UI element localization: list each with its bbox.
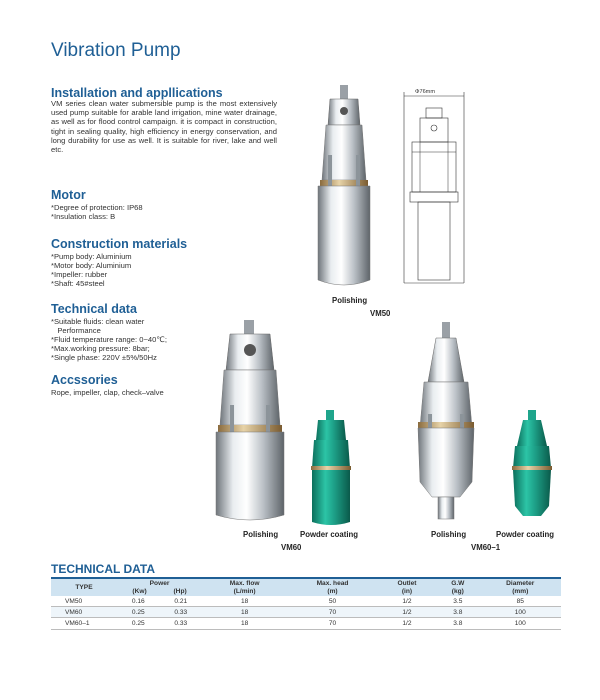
vm601-finish-a: Polishing [431,530,467,539]
cell-kw: 0.25 [117,607,160,618]
spec-table [51,577,561,630]
col-outlet: Outlet (in) [378,578,436,596]
construction-line-2: *Motor body: Aluminium [51,261,132,270]
technical-line-3: *Fluid temperature range: 0~40℃; [51,335,167,344]
vm601-coated-image [503,410,561,528]
col-diameter: Diameter (mm) [480,578,562,596]
construction-line-4: *Shaft: 45#steel [51,279,105,288]
construction-line-1: *Pump body: Aluminium [51,252,132,261]
kw-header: (Kw) [132,587,147,595]
page-title: Vibration Pump [51,40,181,61]
motor-heading: Motor [51,188,86,202]
cell-gw: 3.8 [436,618,479,629]
cell-diameter: 85 [480,596,562,607]
cell-flow: 18 [202,618,287,629]
cell-hp: 0.33 [160,618,203,629]
cell-hp: 0.21 [160,596,203,607]
vm601-finish-b: Powder coating [496,530,555,539]
cell-hp: 0.33 [160,607,203,618]
vm601-polished-image [402,322,492,527]
power-header: Power [149,580,170,587]
cell-diameter: 100 [480,618,562,629]
table-header-row [51,578,561,596]
cell-flow: 18 [202,607,287,618]
cell-outlet: 1/2 [378,607,436,618]
vm601-model-caption: VM60–1 [471,543,501,552]
vm60-polished-image [200,320,300,525]
cell-type: VM60–1 [51,618,117,629]
table-row [51,607,561,618]
vm60-finish-a: Polishing [243,530,279,539]
cell-head: 50 [287,596,378,607]
vm60-coated-image [302,410,360,528]
hp-header: (Hp) [173,587,187,595]
construction-line-3: *Impeller: rubber [51,270,108,279]
technical-line-5: *Single phase: 220V ±5%/50Hz [51,353,157,362]
technical-line-4: *Max.working pressure: 8bar; [51,344,150,353]
accessories-text: Rope, impeller, clap, check–valve [51,388,164,397]
col-type: TYPE [51,578,117,596]
cell-kw: 0.25 [117,618,160,629]
col-power-kw [117,578,202,596]
cell-diameter: 100 [480,607,562,618]
installation-heading: Installation and appllications [51,86,223,100]
col-head: Max. head (m) [287,578,378,596]
table-row [51,596,561,607]
table-row [51,618,561,629]
cell-outlet: 1/2 [378,596,436,607]
cell-head: 70 [287,618,378,629]
col-gw: G.W (kg) [436,578,479,596]
vm50-pump-image [300,85,390,290]
cell-head: 70 [287,607,378,618]
technical-heading: Technical data [51,302,137,316]
technical-line-1: *Suitable fluids: clean water [51,317,145,326]
motor-line-1: *Degree of protection: IP68 [51,203,143,212]
cell-type: VM60 [51,607,117,618]
vm50-model-caption: VM50 [370,309,391,318]
accessories-heading: Accssories [51,373,118,387]
vm60-finish-b: Powder coating [300,530,359,539]
vm50-dimension: Φ76mm [415,89,436,95]
cell-gw: 3.8 [436,607,479,618]
vm60-model-caption: VM60 [281,543,302,552]
vm50-finish-caption: Polishing [332,296,368,305]
cell-type: VM50 [51,596,117,607]
technical-line-2: Performance [51,326,101,335]
cell-outlet: 1/2 [378,618,436,629]
construction-heading: Construction materials [51,237,188,251]
vm50-drawing [398,88,470,288]
cell-kw: 0.16 [117,596,160,607]
cell-flow: 18 [202,596,287,607]
table-title: TECHNICAL DATA [51,562,155,576]
installation-text: VM series clean water submersible pump is the most extensively used pump suitable for arable land irrigation, mine water drainage, as well as for flood control campaign. it is compact in construction, tight in sealing quality, high efficiency in energy conservation, and long durability for use as well. It is suitable for river, lake and well etc. [51,99,277,155]
cell-gw: 3.5 [436,596,479,607]
col-flow: Max. flow (L/min) [202,578,287,596]
motor-line-2: *Insulation class: B [51,212,116,221]
